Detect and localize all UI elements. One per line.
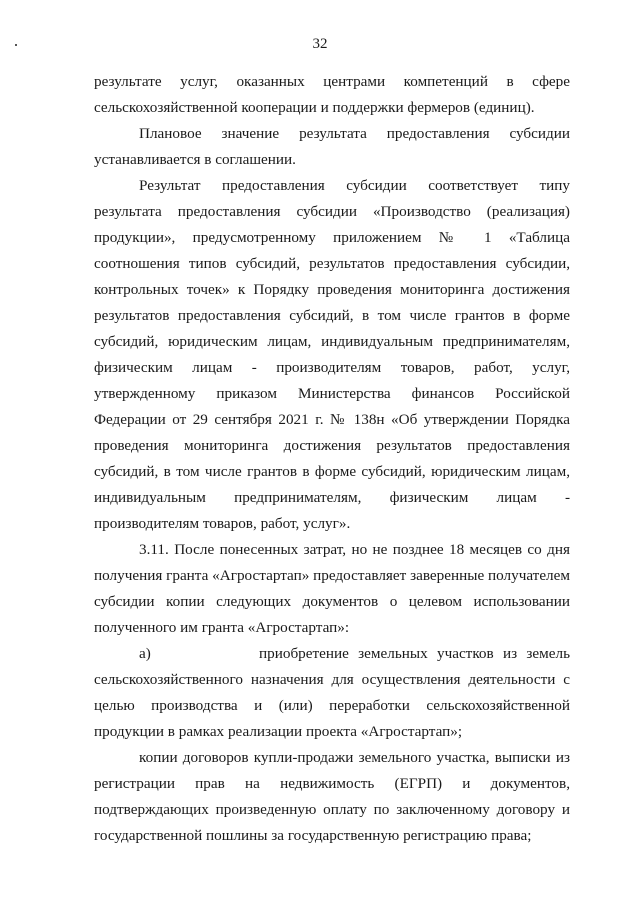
paragraph-3-11: 3.11. После понесенных затрат, но не позднее 18 месяцев со дня получения гранта «Агростартап» предоставляет заверенные получателем субсидии копии следующих документов о целевом использовании полученного им гранта «Агростартап»: [94, 541, 570, 636]
list-item-a [94, 641, 570, 745]
page-number: 32 [312, 36, 328, 52]
paragraph-result-type: Результат предоставления субсидии соответствует типу результата предоставления субсидии «Производство (реализация) продукции», предусмотренному приложением № 1 «Таблица соотношения типов субсидий, результатов предоставления субсидии, контрольных точек» к Порядку проведения мониторинга достижения результатов предоставления субсидий, в том числе грантов в форме субсидий, юридическим лицам, индивидуальным предпринимателям, физическим лицам - производителям товаров, работ, услуг, утвержденному приказом Министерства финансов Российской Федерации от 29 сентября 2021 г. № 138н «Об утверждении Порядка проведения мониторинга достижения результатов предоставления субсидий, в том числе грантов в форме субсидий, юридическим лицам, индивидуальным предпринимателям, физическим лицам - производителям товаров, работ, услуг». [94, 177, 570, 532]
document-body [94, 69, 570, 849]
list-item-a-text: приобретение земельных участков из земель сельскохозяйственного назначения для осуществления деятельности с целью производства и (или) переработки сельскохозяйственной продукции в рамках реализации проекта «Агростартап»; [94, 645, 570, 740]
paragraph-contract-copies: копии договоров купли-продажи земельного участка, выписки из регистрации прав на недвижимость (ЕГРП) и документов, подтверждающих произведенную оплату по заключенному договору и государственной пошлины за государственную регистрацию права; [94, 749, 570, 844]
paragraph-planned-value: Плановое значение результата предоставления субсидии устанавливается в соглашении. [94, 125, 570, 168]
paragraph-continuation: результате услуг, оказанных центрами компетенций в сфере сельскохозяйственной кооперации и поддержки фермеров (единиц). [94, 73, 570, 116]
list-marker-a: а) [139, 645, 151, 662]
